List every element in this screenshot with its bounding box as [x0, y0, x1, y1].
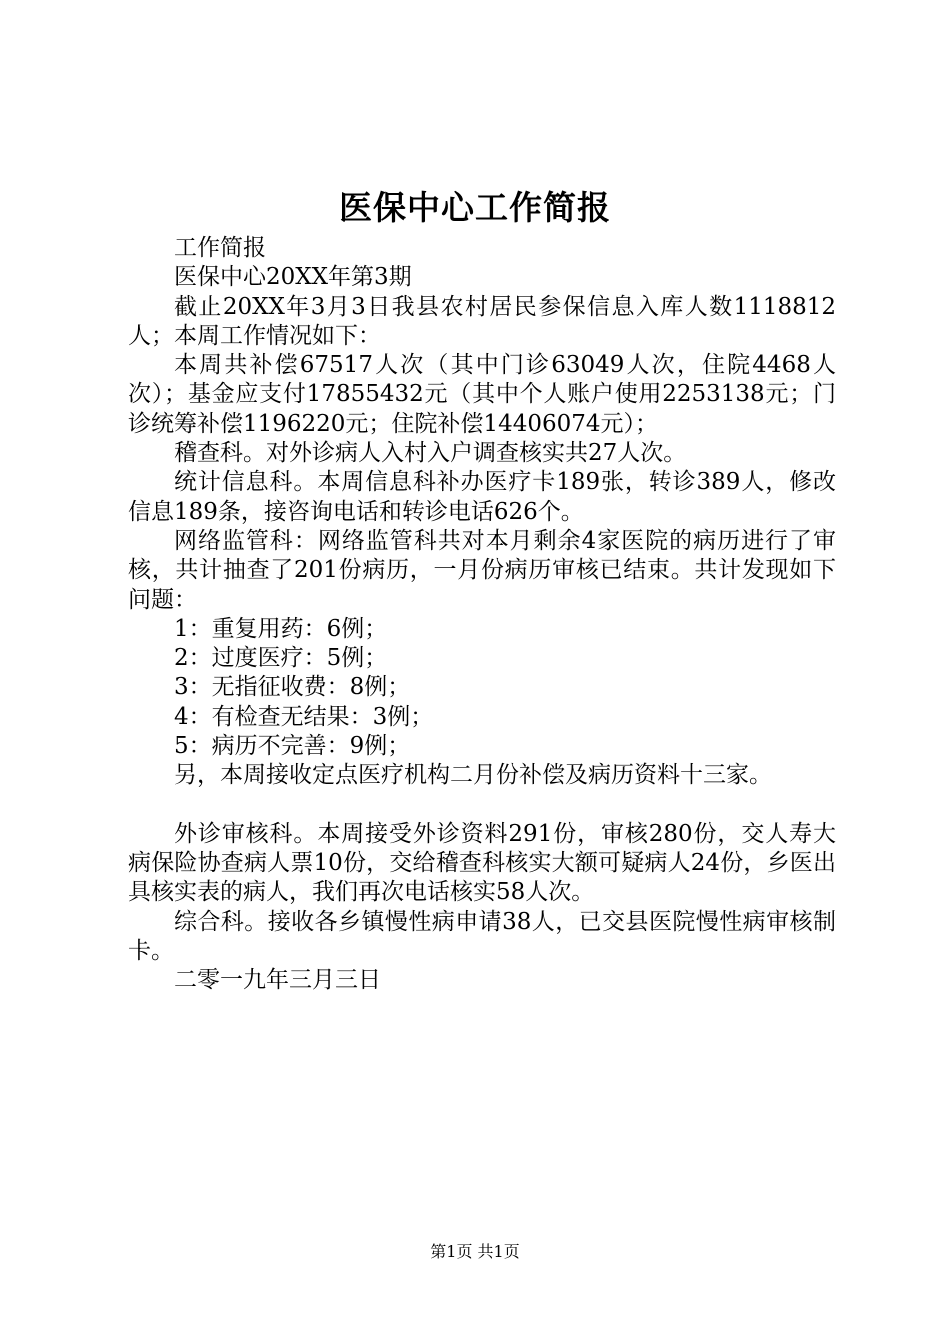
list-item-issue-2: 2：过度医疗：5例； [174, 645, 388, 672]
paragraph-compensation: 本周共补偿67517人次（其中门诊63049人次，住院4468人次）；基金应支付17855432元（其中个人账户使用2253138元；门诊统筹补偿1196220元；住院补偿14406074元）； [128, 352, 836, 437]
paragraph-audit-section: 稽查科。对外诊病人入村入户调查核实共27人次。 [174, 440, 687, 467]
document-body [128, 234, 836, 995]
paragraph-enrollment: 截止20XX年3月3日我县农村居民参保信息入库人数1118812人；本周工作情况如下： [128, 293, 836, 349]
list-item-issue-5: 5：病历不完善：9例； [174, 733, 411, 760]
paragraph-received-materials: 另，本周接收定点医疗机构二月份补偿及病历资料十三家。 [174, 762, 772, 789]
paragraph-external-review-section: 外诊审核科。本周接受外诊资料291份，审核280份，交人寿大病保险协查病人票10份，交给稽查科核实大额可疑病人24份，乡医出具核实表的病人，我们再次电话核实58人次。 [128, 820, 836, 906]
paragraph-issue: 医保中心20XX年第3期 [174, 264, 412, 291]
page-number: 第1页 共1页 [430, 1242, 520, 1261]
list-item-issue-3: 3：无指征收费：8例； [174, 674, 411, 701]
paragraph-header: 工作简报 [174, 235, 266, 261]
paragraph-network-section: 网络监管科：网络监管科共对本月剩余4家医院的病历进行了审核，共计抽查了201份病历，一月份病历审核已结束。共计发现如下问题： [128, 527, 836, 613]
paragraph-date: 二零一九年三月三日 [174, 967, 381, 994]
list-item-issue-1: 1：重复用药：6例； [174, 615, 388, 642]
paragraph-statistics-section: 统计信息科。本周信息科补办医疗卡189张，转诊389人，修改信息189条，接咨询电话和转诊电话626个。 [128, 469, 836, 525]
list-item-issue-4: 4：有检查无结果：3例； [174, 703, 434, 730]
document-title: 医保中心工作简报 [339, 188, 611, 227]
paragraph-general-section: 综合科。接收各乡镇慢性病申请38人，已交县医院慢性病审核制卡。 [128, 908, 836, 964]
